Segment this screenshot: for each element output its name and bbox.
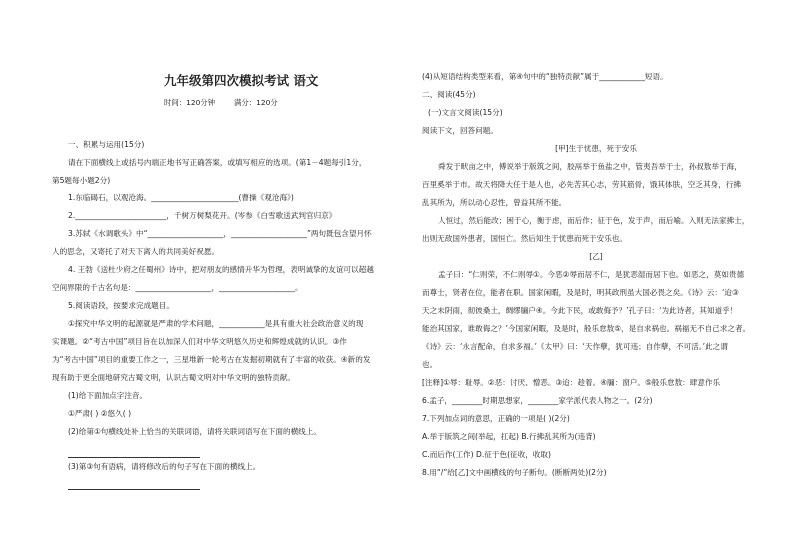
reading-instruction: 阅读下文，回答问题。: [422, 126, 498, 135]
question-7: 7.下列加点词的意思，正确的一项是( )(2分): [422, 414, 570, 423]
passage-b-line-4: 能治其国家，谁敢侮之？’今国家闲暇，及是时，般乐怠敖⑤，是自求祸也。祸福无不自己求之者。: [422, 324, 751, 333]
passage-a-line-2: 百里奚举于市。故天将降大任于是人也，必先苦其心志，劳其筋骨，饿其体肤，空乏其身，行拂: [422, 180, 741, 189]
question-6: 6.孟子，________时期思想家，________家学派代表人物之一。(2分): [422, 396, 653, 405]
passage-a-line-4: 人恒过，然后能改；困于心，衡于虑，而后作；征于色，发于声，而后喻。入则无法家拂士，: [438, 216, 750, 225]
question-1: 1.东临碣石，以观沧海。_______________________(曹操《观沧海》): [68, 193, 294, 202]
exam-time: 时间：120分钟: [164, 98, 216, 107]
passage-a-title: [甲]生于忧患，死于安乐: [555, 144, 637, 153]
question-5-1-options: ①严肃( ) ②悠久( ): [68, 409, 132, 418]
question-7-options-cd: C.而后作(工作) D.征于色(征收，收取): [422, 450, 551, 459]
subsection-classical: (一)文言文阅读(15分): [428, 108, 503, 117]
question-4: 4. 王勃《送杜少府之任蜀州》诗中，把对朋友的感情升华为哲理，表明诚挚的友谊可以超越: [68, 265, 374, 274]
passage-b-title: [乙]: [589, 252, 603, 261]
question-5-4: (4)从短语结构类型来看，第④句中的“独特贡献”属于____________短语。: [422, 72, 668, 81]
passage-b-line-2: 而尊士，贤者在位，能者在职。国家闲暇，及是时，明其政刑虽大国必畏之矣。《诗》云：‘迨③: [422, 288, 739, 297]
question-5: 5.阅读语段，按要求完成题目。: [68, 301, 174, 310]
section-reading: 二、阅读(45分): [422, 90, 476, 99]
question-4-cont: 空间界限的千古名句是：____________________，____________________。: [52, 283, 303, 292]
instructions: 请在下面横线上或括号内端正地书写正确答案，或填写相应的选项。(第1－4题每引1分，: [68, 158, 367, 167]
answer-line-5-2[interactable]: [68, 457, 200, 458]
passage-b-line-3: 天之未阴雨，彻彼桑土，绸缪牖户④。今此下民，或敢侮予？’孔子曰：‘为此诗者，其知道乎！: [422, 306, 738, 315]
passage-b-line-5: 《诗》云：‘永言配命，自求多福。’《太甲》曰：‘天作孽，犹可违；自作孽，不可活。’此之谓: [422, 342, 728, 351]
question-5-2: (2)给第①句横线处补上恰当的关联词语，请将关联词语写在下面的横线上。: [68, 427, 321, 436]
passage-line-4: 现有助于更全面地研究古蜀文明，认识古蜀文明对中华文明的独特贡献。: [52, 373, 295, 382]
question-3-cont: 人的思念，又寄托了对天下离人的共同美好祝愿。: [52, 247, 220, 256]
passage-a-line-3: 乱其所为，所以动心忍性，曾益其所不能。: [422, 198, 567, 207]
passage-line-3: 为“考古中国”项目的重要工作之一，三星堆新一轮考古在发掘初期就有了丰富的收获。④新的发: [52, 355, 371, 364]
question-5-3: (3)第③句有语病，请将修改后的句子写在下面的横线上。: [68, 462, 261, 471]
passage-a-line-5: 出则无敌国外患者，国恒亡。然后知生于忧患而死于安乐也。: [422, 234, 628, 243]
question-3: 3.苏轼《水调歌头》中“____________________，____________________”两句既包含望月怀: [68, 229, 372, 238]
section-heading: 一、积累与运用(15分): [68, 140, 145, 149]
question-5-1: (1)给下面加点字注音。: [68, 391, 148, 400]
answer-line-5-3[interactable]: [68, 489, 200, 490]
instructions-cont: 第5题每小题2分): [52, 176, 111, 185]
passage-line-1: ①探究中华文明的起源就是严肃的学术问题，____________是具有重大社会政治意义的现: [68, 319, 364, 328]
passage-b-line-1: 孟子曰：“仁则荣，不仁则辱①。今恶②辱而居不仁，是犹恶湿而居下也。如恶之，莫如贵德: [438, 270, 745, 279]
passage-a-line-1: 舜发于畎亩之中，傅说举于版筑之间，胶鬲举于鱼盐之中，管夷吾举于士，孙叔敖举于海，: [438, 162, 742, 171]
passage-b-line-6: 也。: [422, 360, 438, 369]
page-title: 九年级第四次模拟考试 语文: [164, 73, 319, 88]
exam-score: 满分：120分: [234, 98, 278, 107]
question-8: 8.用“/”给[乙]文中画横线的句子断句。(断断两处)(2分): [422, 468, 607, 477]
passage-line-2: 实课题。②“考古中国”项目旨在以加深人们对中华文明悠久历史和辉煌成就的认识。③作: [52, 337, 347, 346]
question-7-options-ab: A.举于版筑之间(举起，扛起) B.行拂乱其所为(违背): [422, 432, 596, 441]
question-2: 2.________________________，千树万树梨花开。(岑参《白雪歌送武判官归京》: [68, 211, 337, 220]
annotations: [注释]①辱：耻辱。②恶：讨厌、憎恶。③迨：趁着。④牖：窗户。⑤般乐怠敖：肆意作乐: [422, 378, 721, 387]
